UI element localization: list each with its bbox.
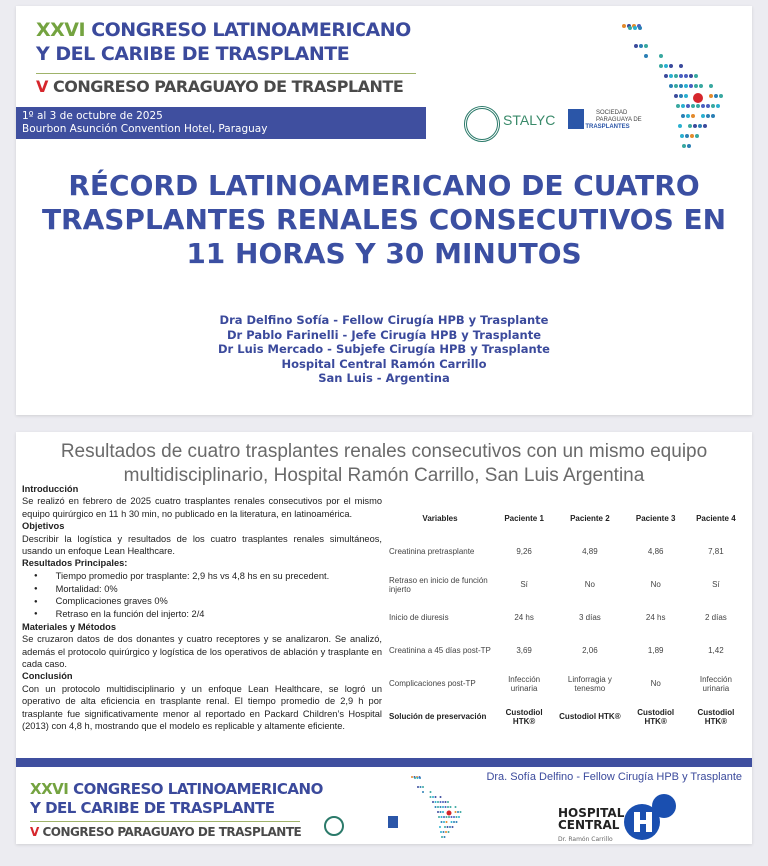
map-dot: [698, 124, 702, 128]
map-dot: [684, 94, 688, 98]
list-item: ● Retraso en la función del injerto: 2/4: [34, 608, 382, 621]
spt-logo-icon: [388, 816, 398, 828]
table-row: [386, 568, 746, 601]
map-dot: [430, 796, 432, 798]
section-text: Con un protocolo multidisciplinario y un enfoque Lean Healthcare, se logró un operativo de alta eficiencia en trasplante renal. El tiempo promedio de 2,9 h por trasplante fue significativamente menor al reportado en Packard Children’s Hospital (2013) con 4,8 h, mostrando que el modelo es replicable y altamente eficiente.: [22, 683, 382, 732]
table-cell: 3 días: [578, 613, 601, 622]
location: San Luis - Argentina: [318, 371, 450, 385]
map-dot: [664, 74, 668, 78]
map-dot: [451, 816, 453, 818]
map-dot: [638, 26, 642, 30]
map-dot: [447, 801, 449, 803]
map-dot: [457, 811, 459, 813]
map-dot: [447, 826, 449, 828]
table-cell: No: [650, 679, 661, 688]
map-dot: [442, 811, 444, 813]
map-dot: [417, 777, 419, 779]
spt-line3: SPT TRASPLANTES: [572, 124, 630, 130]
table-row: [386, 634, 746, 667]
map-dot: [622, 24, 626, 28]
spt-line2: PARAGUAYA DE: [596, 117, 642, 123]
table-cell: Infección urinaria: [699, 674, 732, 693]
table-cell: 7,81: [708, 547, 724, 556]
map-dot: [684, 74, 688, 78]
list-item: ● Mortalidad: 0%: [34, 583, 382, 596]
poster-slide: [16, 432, 752, 844]
map-dot: [444, 836, 446, 838]
map-dot: [435, 806, 437, 808]
map-dot: [443, 816, 445, 818]
map-dot: [420, 786, 422, 788]
table-cell: No: [650, 580, 661, 589]
event-venue: Bourbon Asunción Convention Hotel, Paraguay: [22, 123, 268, 135]
section-heading: Introducción: [22, 484, 79, 494]
map-dot: [633, 26, 637, 30]
results-table: [386, 502, 746, 733]
map-dot: [703, 124, 707, 128]
congress-line3-text: CONGRESO PARAGUAYO DE TRASPLANTE: [42, 825, 302, 839]
map-dot: [456, 821, 458, 823]
table-cell: 2 días: [704, 613, 727, 622]
congress-line1: CONGRESO LATINOAMERICANO: [73, 780, 323, 798]
map-dot: [706, 114, 710, 118]
title-line: 11 HORAS Y 30 MINUTOS: [186, 237, 582, 270]
map-dot: [680, 134, 684, 138]
footer-congress-line3: [30, 825, 301, 839]
author: Dra Delfino Sofía - Fellow Cirugía HPB y Trasplante: [219, 313, 549, 327]
table-cell: Infección urinaria: [508, 674, 541, 693]
table-cell: Custodiol HTK®: [637, 707, 675, 726]
map-dot: [455, 806, 457, 808]
map-dot: [681, 104, 685, 108]
map-dot: [430, 791, 432, 793]
map-dot: [443, 821, 445, 823]
map-dot: [440, 806, 442, 808]
table-cell: Custodiol HTK®: [697, 707, 735, 726]
map-dot: [696, 104, 700, 108]
congress-line1: CONGRESO LATINOAMERICANO: [91, 19, 411, 41]
map-dot: [451, 821, 453, 823]
hospital-h-icon: [620, 792, 680, 842]
map-dot: [682, 144, 686, 148]
congress-line3: [36, 77, 403, 96]
column-header: Paciente 2: [570, 514, 610, 523]
institution: Hospital Central Ramón Carrillo: [281, 356, 487, 371]
map-dot: [414, 777, 416, 779]
map-dot: [659, 64, 663, 68]
map-dot: [419, 777, 421, 779]
map-dot: [442, 801, 444, 803]
results-list: [34, 570, 382, 621]
title-line: TRASPLANTES RENALES CONSECUTIVOS EN: [41, 203, 727, 236]
divider: [30, 821, 300, 822]
map-dot: [439, 826, 441, 828]
column-header: Paciente 4: [696, 514, 736, 523]
table-cell: Sí: [520, 580, 528, 589]
spt-line1: SOCIEDAD: [596, 110, 628, 116]
event-date: 1º al 3 de octubre de 2025: [22, 110, 163, 122]
hospital-line1: HOSPITAL: [558, 806, 625, 820]
map-dot: [445, 831, 447, 833]
map-dot: [694, 84, 698, 88]
map-dot: [694, 74, 698, 78]
section-text: Describir la logística y resultados de los cuatro trasplantes renales simultáneos, usando un enfoque Lean Healthcare.: [22, 533, 382, 557]
table-cell: 4,89: [582, 547, 598, 556]
map-dot: [443, 831, 445, 833]
hospital-line2: CENTRAL: [558, 818, 620, 832]
heading-line: Resultados de cuatro trasplantes renales consecutivos con un mismo equipo: [60, 441, 708, 462]
map-dot: [435, 801, 437, 803]
map-dot: [711, 104, 715, 108]
map-dot: [432, 801, 434, 803]
map-dot: [688, 124, 692, 128]
map-dot: [684, 84, 688, 88]
map-dot: [699, 84, 703, 88]
map-dot: [437, 811, 439, 813]
section-heading: Conclusión: [22, 671, 73, 682]
map-dot: [687, 144, 691, 148]
map-dot: [441, 816, 443, 818]
section-text: Se cruzaron datos de dos donantes y cuatro receptores y se analizaron. Se analizó, además el protocolo quirúrgico y logística de los operativos de ablación y trasplante en cada caso.: [22, 634, 382, 670]
map-dot: [446, 816, 448, 818]
abstract-text: [22, 483, 382, 733]
table-cell: Creatinina pretrasplante: [389, 547, 475, 556]
map-dot: [445, 801, 447, 803]
map-dot: [440, 831, 442, 833]
map-dot: [669, 64, 673, 68]
congress-line2: Y DEL CARIBE DE TRASPLANTE: [36, 43, 350, 65]
map-dot: [644, 44, 648, 48]
stalyc-logo: STALYC: [503, 112, 556, 128]
table-cell: Linforragia y tenesmo: [567, 674, 612, 693]
map-dot: [448, 831, 450, 833]
section-text: Se realizó en febrero de 2025 cuatro trasplantes renales consecutivos por el mismo equipo quirúrgico en 11 h 30 min, no publicado en la literatura, en latinoamérica.: [22, 496, 382, 519]
table-cell: 2,06: [582, 646, 598, 655]
map-dot: [447, 806, 449, 808]
map-dot: [659, 54, 663, 58]
map-dot: [689, 84, 693, 88]
section-heading: Materiales y Métodos: [22, 621, 117, 632]
column-header: Paciente 3: [635, 514, 676, 523]
roman-numeral: XXVI: [36, 19, 86, 41]
map-dot: [686, 114, 690, 118]
map-dot: [455, 811, 457, 813]
table-row: [386, 535, 746, 568]
map-dot: [422, 786, 424, 788]
map-dot: [452, 826, 454, 828]
congress-line2: Y DEL CARIBE DE TRASPLANTE: [30, 799, 275, 817]
table-cell: 24 hs: [645, 613, 666, 622]
map-dot: [634, 44, 638, 48]
roman-numeral: XXVI: [30, 780, 69, 798]
hospital-central-logo: [558, 807, 624, 846]
map-dot: [437, 801, 439, 803]
map-dot: [458, 816, 460, 818]
map-dot: [441, 821, 443, 823]
map-dot: [695, 134, 699, 138]
map-dot: [716, 104, 720, 108]
map-dot: [686, 104, 690, 108]
author: Dr Pablo Farinelli - Jefe Cirugía HPB y Trasplante: [227, 327, 541, 342]
paraguay-dot: [693, 93, 703, 103]
map-dot: [422, 791, 424, 793]
congress-line3-text: CONGRESO PARAGUAYO DE TRASPLANTE: [52, 77, 404, 96]
roman-numeral-2: V: [30, 825, 39, 839]
table-cell: No: [584, 580, 595, 589]
map-dot: [714, 94, 718, 98]
map-dot: [679, 84, 683, 88]
map-dot: [448, 816, 450, 818]
congress-title: [36, 18, 411, 66]
map-dot: [445, 806, 447, 808]
map-dot: [693, 124, 697, 128]
map-dot: [453, 821, 455, 823]
map-dot: [674, 84, 678, 88]
map-dot: [639, 44, 643, 48]
table-cell: Custodiol HTK®: [505, 707, 543, 726]
map-dot: [440, 801, 442, 803]
table-cell: 24 hs: [514, 613, 534, 622]
map-dot: [444, 826, 446, 828]
map-dot: [679, 94, 683, 98]
event-band: [16, 107, 426, 139]
map-dot: [706, 104, 710, 108]
table-row: [386, 667, 746, 700]
roman-numeral-2: V: [36, 77, 48, 96]
title-slide: [16, 6, 752, 415]
map-dot: [711, 114, 715, 118]
map-dot: [674, 94, 678, 98]
map-dot: [628, 26, 632, 30]
poster-heading: [16, 440, 752, 488]
map-dot: [450, 806, 452, 808]
table-cell: Solución de preservación: [389, 712, 487, 721]
map-dot: [676, 104, 680, 108]
table-cell: Sí: [712, 580, 720, 589]
divider-bar: [16, 758, 752, 767]
table-cell: 1,89: [647, 646, 664, 655]
map-dot: [709, 84, 713, 88]
footer-congress-title: [30, 780, 323, 818]
map-dot: [664, 64, 668, 68]
paraguay-dot: [447, 811, 452, 816]
map-dot: [644, 54, 648, 58]
table-cell: Custodiol HTK®: [559, 712, 621, 721]
map-dot: [669, 74, 673, 78]
map-dot: [453, 816, 455, 818]
main-title: [16, 169, 752, 271]
table-row: [386, 700, 746, 733]
stalyc-globe-icon: [324, 816, 344, 836]
map-dot: [685, 134, 689, 138]
map-dot: [669, 84, 673, 88]
table-row: [386, 601, 746, 634]
map-dot: [719, 94, 723, 98]
map-dot: [460, 811, 462, 813]
map-dot: [678, 124, 682, 128]
map-dot: [679, 74, 683, 78]
map-dot: [417, 786, 419, 788]
map-dot: [701, 114, 705, 118]
map-dot: [681, 114, 685, 118]
map-dot: [679, 64, 683, 68]
map-dot: [440, 811, 442, 813]
map-dot: [438, 816, 440, 818]
stalyc-globe-icon: [464, 106, 500, 142]
latin-america-dot-map: [408, 772, 468, 842]
map-dot: [435, 796, 437, 798]
divider: [36, 73, 416, 74]
hospital-line3: Dr. Ramón Carrillo: [558, 836, 613, 843]
map-dot: [709, 94, 713, 98]
map-dot: [446, 821, 448, 823]
table-cell: Inicio de diuresis: [389, 613, 449, 622]
map-dot: [437, 806, 439, 808]
map-dot: [689, 74, 693, 78]
map-dot: [701, 104, 705, 108]
map-dot: [440, 796, 442, 798]
map-dot: [442, 806, 444, 808]
map-dot: [691, 114, 695, 118]
title-line: RÉCORD LATINOAMERICANO DE CUATRO: [68, 169, 700, 202]
map-dot: [449, 826, 451, 828]
section-heading: Resultados Principales:: [22, 558, 128, 569]
table-cell: 1,42: [708, 646, 724, 655]
section-heading: Objetivos: [22, 521, 65, 532]
author: Dr Luis Mercado - Subjefe Cirugía HPB y Trasplante: [218, 342, 550, 356]
footer-author: Dra. Sofía Delfino - Fellow Cirugía HPB y Trasplante: [486, 771, 742, 783]
table-cell: Retraso en inicio de función injerto: [389, 575, 488, 594]
authors: [16, 313, 752, 386]
map-dot: [456, 816, 458, 818]
column-header: Paciente 1: [504, 514, 544, 523]
table-header-row: [386, 502, 746, 535]
map-dot: [441, 836, 443, 838]
heading-line: multidisciplinario, Hospital Ramón Carrillo, San Luis Argentina: [123, 465, 645, 486]
table-cell: 9,26: [516, 547, 532, 556]
latin-america-dot-map: [616, 16, 736, 156]
table-cell: 4,86: [647, 547, 664, 556]
list-item: ● Tiempo promedio por trasplante: 2,9 hs vs 4,8 hs en su precedent.: [34, 570, 382, 583]
table-cell: Complicaciones post-TP: [389, 679, 476, 688]
map-dot: [691, 104, 695, 108]
map-dot: [690, 134, 694, 138]
table-cell: Creatinina a 45 días post-TP: [389, 646, 491, 655]
column-header: Variables: [422, 514, 458, 523]
table-cell: 3,69: [516, 646, 532, 655]
list-item: ● Complicaciones graves 0%: [34, 595, 382, 608]
map-dot: [432, 796, 434, 798]
map-dot: [674, 74, 678, 78]
map-dot: [411, 776, 413, 778]
